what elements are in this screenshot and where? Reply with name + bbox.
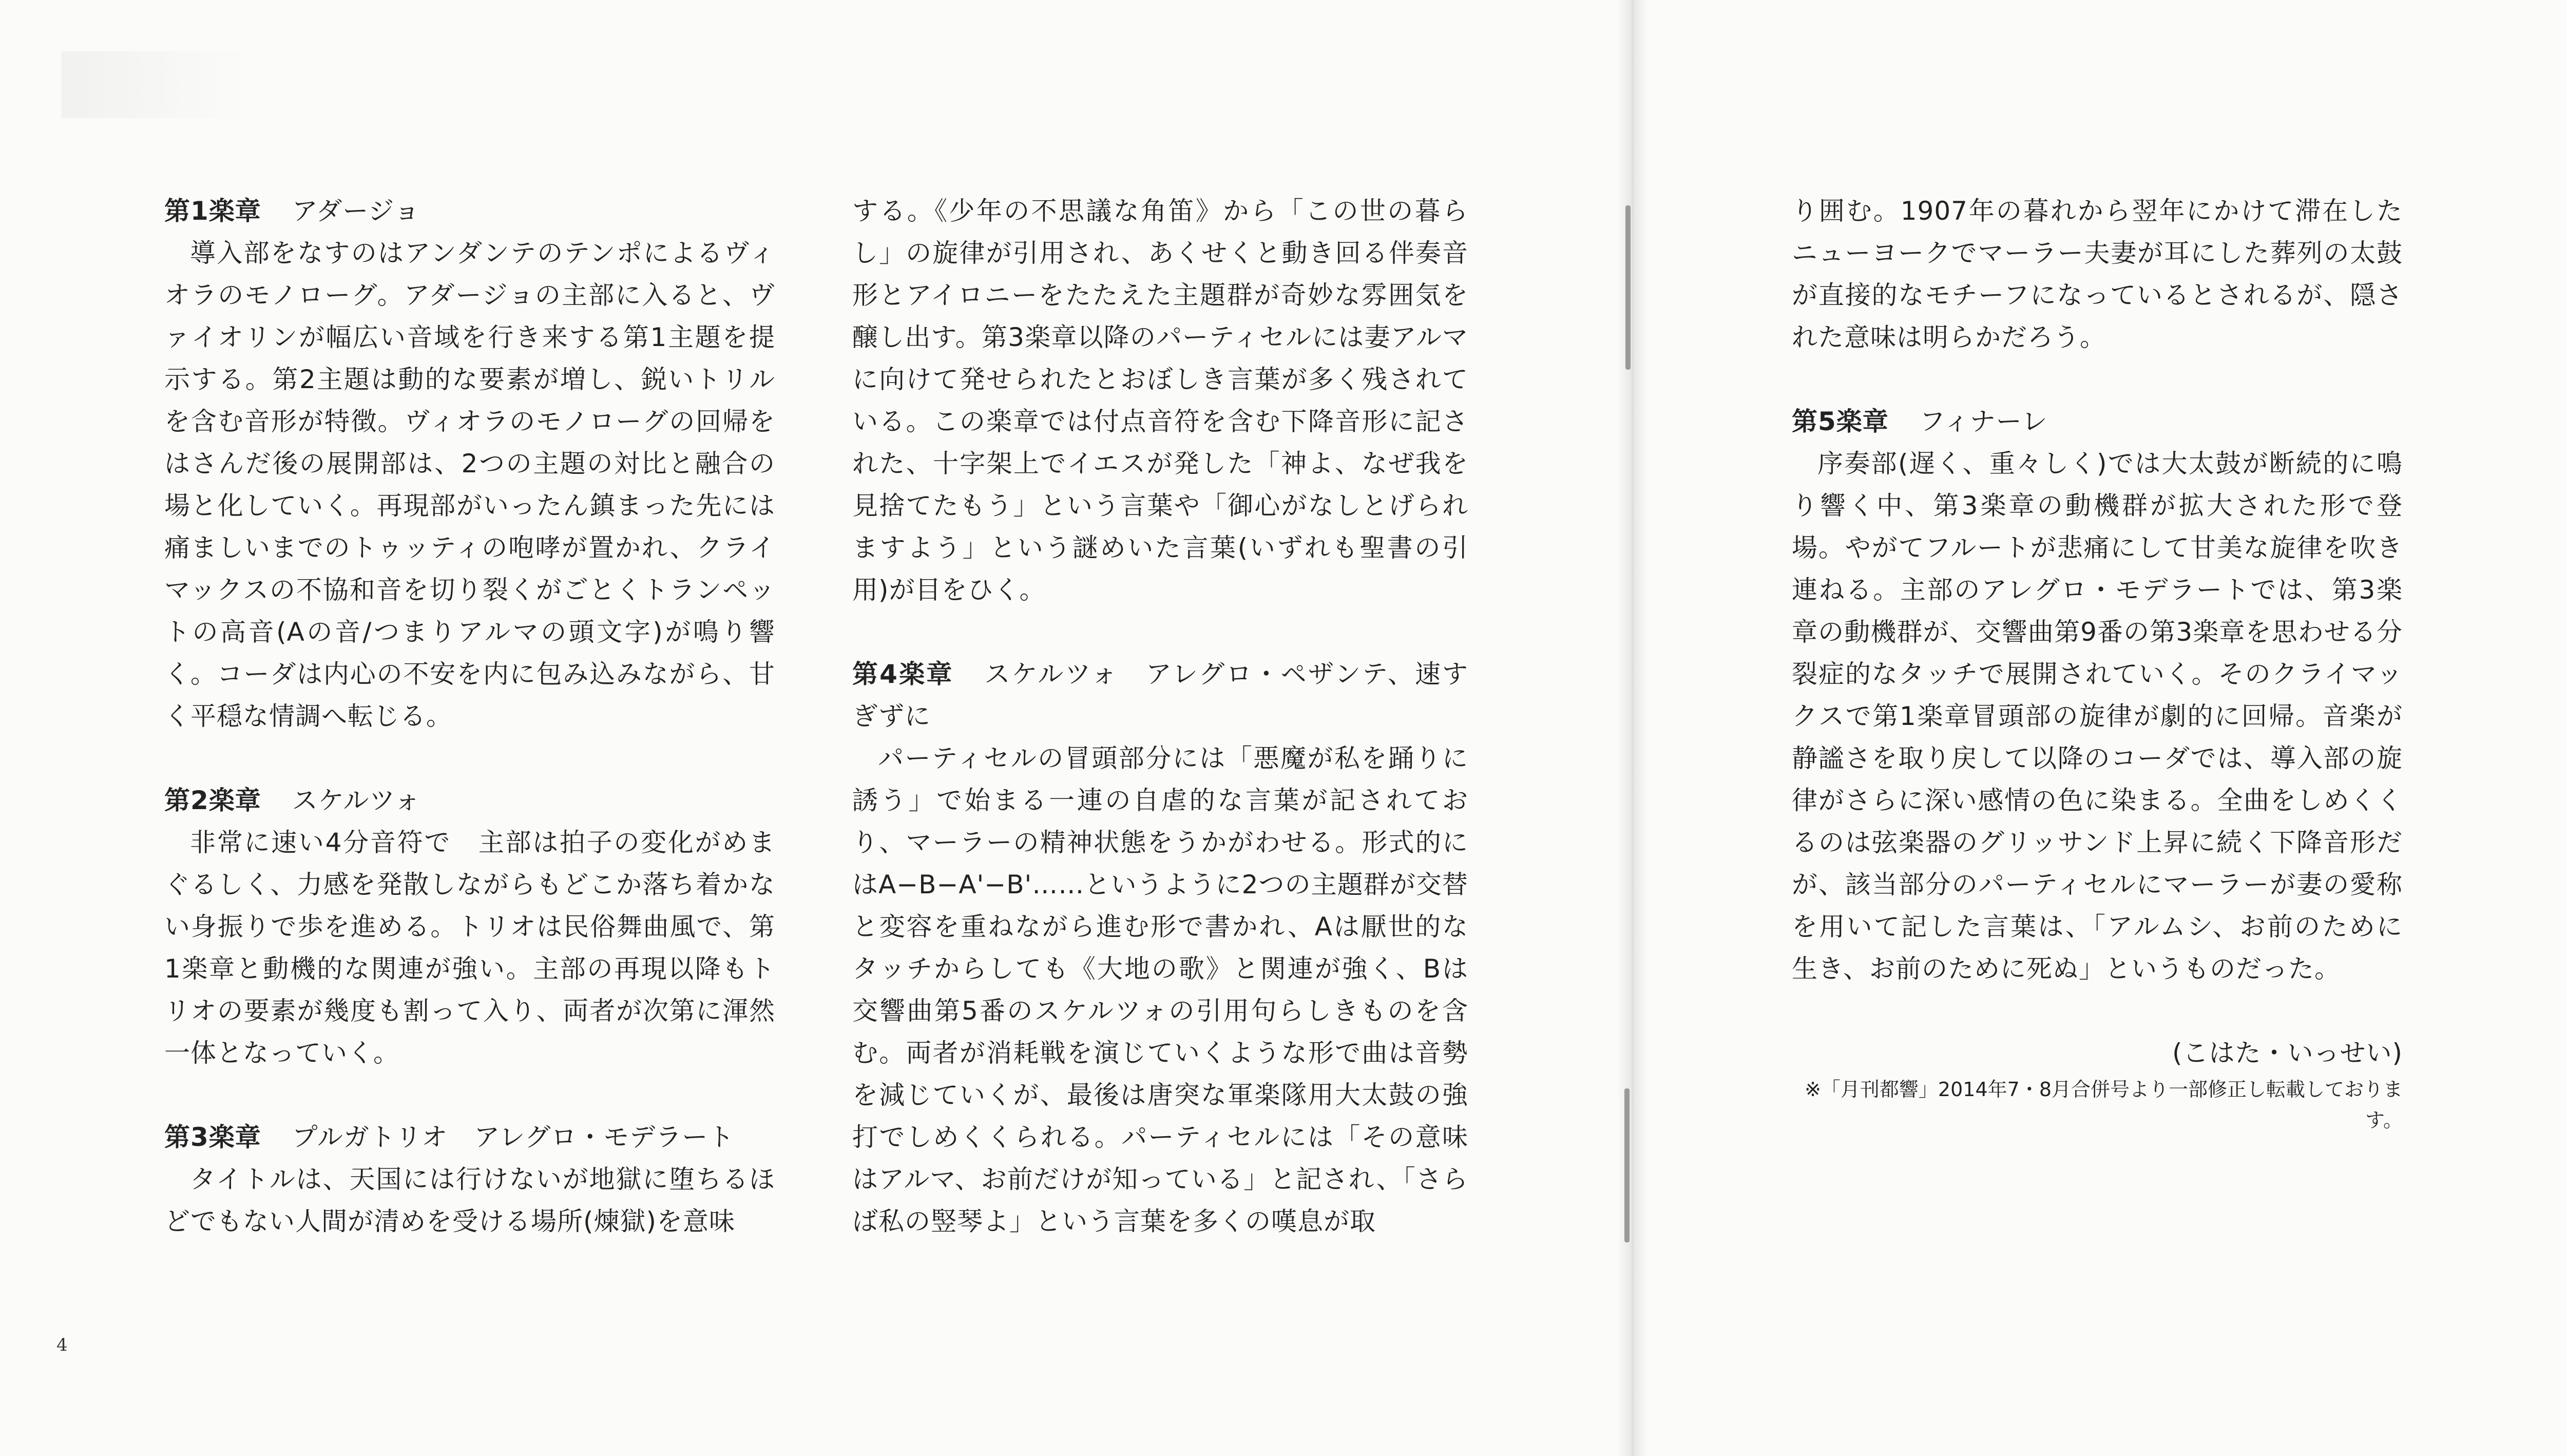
movement-4-heading: 第4楽章 スケルツォ アレグロ・ペザンテ、速すぎずに [852, 659, 1468, 731]
source-note: ※「月刊都響」2014年7・8月合併号より一部修正し転載しております。 [1805, 1078, 2403, 1132]
author-credit: (こはた・いっせい) [2172, 1038, 2403, 1068]
movement-3-text: タイトルは、天国には行けないが地獄に堕ちるほどでもない人間が清めを受ける場所(煉獄)を意味 [164, 1164, 775, 1236]
movement-3-text-continued: する。《少年の不思議な角笛》から「この世の暮らし」の旋律が引用され、あくせくと動き回る伴奏音形とアイロニーをたたえた主題群が奇妙な雰囲気を醸し出す。第3楽章以降のパーティセルには妻アルマに向けて発せられたとおぼしき言葉が多く残されている。この楽章では付点音符を含む下降音形に記された、十字架上でイエスが発した「神よ、なぜ我を見捨てたもう」という言葉や「御心がなしとげられますよう」という謎めいた言葉(いずれも聖書の引用)が目をひく。 [852, 196, 1468, 605]
column-left [164, 190, 775, 1242]
show-through-mark [62, 51, 246, 118]
movement-3-heading: 第3楽章 プルガトリオ アレグロ・モデラート [164, 1122, 735, 1152]
page-gutter [1617, 0, 1648, 1456]
staple-bottom [1624, 1088, 1630, 1242]
staple-top [1625, 205, 1631, 370]
movement-2-heading: 第2楽章 スケルツォ [164, 786, 421, 815]
column-middle [852, 190, 1468, 1242]
movement-1-heading: 第1楽章 アダージョ [164, 196, 420, 226]
movement-5-text: 序奏部(遅く、重々しく)では大太鼓が断続的に鳴り響く中、第3楽章の動機群が拡大された形で登場。やがてフルートが悲痛にして甘美な旋律を吹き連ねる。主部のアレグロ・モデラートでは、第3楽章の動機群が、交響曲第9番の第3楽章を思わせる分裂症的なタッチで展開されていく。そのクライマックスで第1楽章冒頭部の旋律が劇的に回帰。音楽が静謐さを取り戻して以降のコーダでは、導入部の旋律がさらに深い感情の色に染まる。全曲をしめくくるのは弦楽器のグリッサンド上昇に続く下降音形だが、該当部分のパーティセルにマーラーが妻の愛称を用いて記した言葉は、「アルムシ、お前のために生き、お前のために死ぬ」というものだった。 [1792, 449, 2403, 984]
column-right [1792, 190, 2403, 1136]
page-number-left: 4 [56, 1335, 68, 1355]
movement-4-text-continued: り囲む。1907年の暮れから翌年にかけて滞在したニューヨークでマーラー夫妻が耳にした葬列の太鼓が直接的なモチーフになっているとされるが、隠された意味は明らかだろう。 [1792, 196, 2403, 352]
movement-2-text: 非常に速い4分音符で 主部は拍子の変化がめまぐるしく、力感を発散しながらもどこか落ち着かない身振りで歩を進める。トリオは民俗舞曲風で、第1楽章と動機的な関連が強い。主部の再現以降もトリオの要素が幾度も割って入り、両者が次第に渾然一体となっていく。 [164, 828, 775, 1068]
movement-4-text: パーティセルの冒頭部分には「悪魔が私を踊りに誘う」で始まる一連の自虐的な言葉が記されており、マーラーの精神状態をうかがわせる。形式的にはA−B−A'−B'……というように2つの主題群が交替と変容を重ねながら進む形で書かれ、Aは厭世的なタッチからしても《大地の歌》と関連が強く、Bは交響曲第5番のスケルツォの引用句らしきものを含む。両者が消耗戦を演じていくような形で曲は音勢を減じていくが、最後は唐突な軍楽隊用大太鼓の強打でしめくくられる。パーティセルには「その意味はアルマ、お前だけが知っている」と記され、「さらば私の竪琴よ」という言葉を多くの嘆息が取 [852, 743, 1468, 1236]
movement-1-text: 導入部をなすのはアンダンテのテンポによるヴィオラのモノローグ。アダージョの主部に入ると、ヴァイオリンが幅広い音域を行き来する第1主題を提示する。第2主題は動的な要素が増し、鋭いトリルを含む音形が特徴。ヴィオラのモノローグの回帰をはさんだ後の展開部は、2つの主題の対比と融合の場と化していく。再現部がいったん鎮まった先には痛ましいまでのトゥッティの咆哮が置かれ、クライマックスの不協和音を切り裂くがごとくトランペットの高音(Aの音/つまりアルマの頭文字)が鳴り響く。コーダは内心の不安を内に包み込みながら、甘く平穏な情調へ転じる。 [164, 238, 775, 731]
movement-5-heading: 第5楽章 フィナーレ [1792, 407, 2048, 436]
